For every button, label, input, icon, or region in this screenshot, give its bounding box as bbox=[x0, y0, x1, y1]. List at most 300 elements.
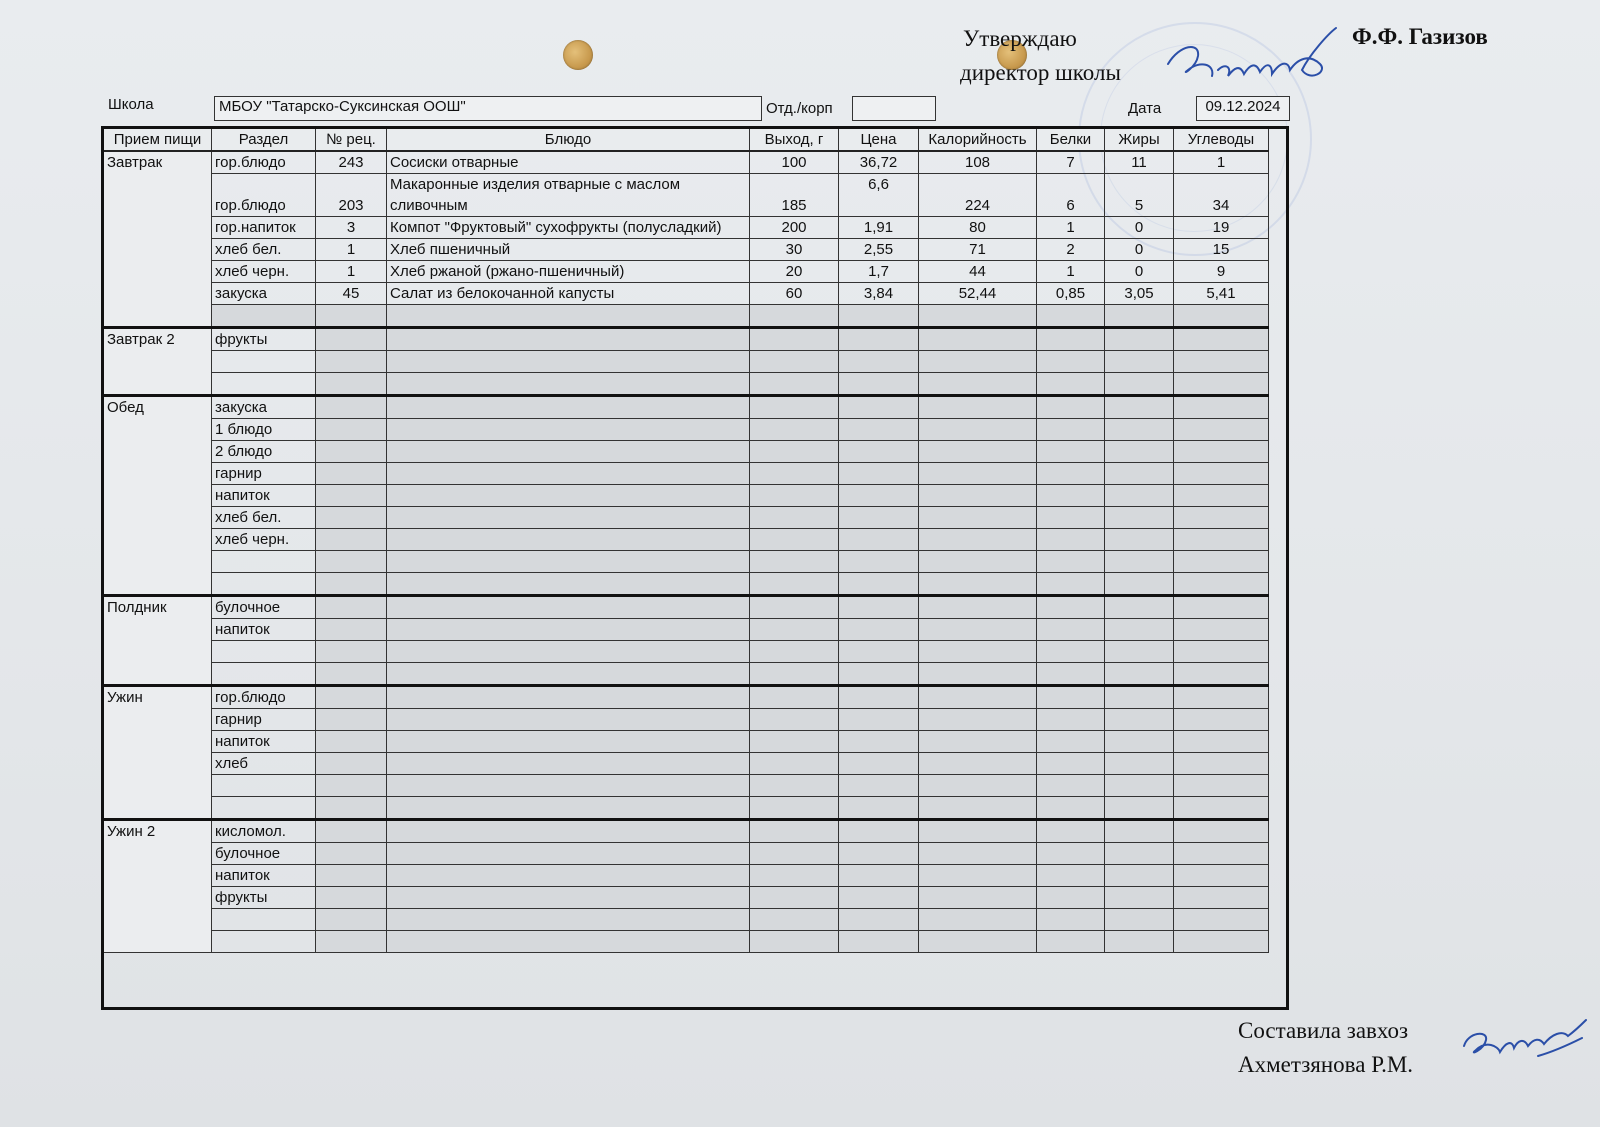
empty-cell bbox=[1105, 463, 1174, 485]
section-cell: булочное bbox=[212, 596, 316, 619]
price-cell: 36,72 bbox=[839, 151, 919, 174]
carbs-cell: 15 bbox=[1174, 239, 1269, 261]
empty-cell bbox=[387, 887, 750, 909]
carbs-cell: 5,41 bbox=[1174, 283, 1269, 305]
empty-cell bbox=[1105, 573, 1174, 596]
fat-cell: 0 bbox=[1105, 217, 1174, 239]
empty-cell bbox=[316, 573, 387, 596]
empty-cell bbox=[750, 441, 839, 463]
empty-cell bbox=[750, 731, 839, 753]
empty-cell bbox=[387, 373, 750, 396]
empty-cell bbox=[1174, 485, 1269, 507]
empty-cell bbox=[1105, 663, 1174, 686]
empty-cell bbox=[1105, 551, 1174, 573]
empty-cell bbox=[839, 909, 919, 931]
section-cell: закуска bbox=[212, 396, 316, 419]
empty-cell bbox=[750, 529, 839, 551]
section-cell bbox=[212, 931, 316, 953]
empty-cell bbox=[1037, 865, 1105, 887]
empty-cell bbox=[839, 463, 919, 485]
empty-cell bbox=[387, 485, 750, 507]
empty-cell bbox=[1174, 396, 1269, 419]
col-header-protein: Белки bbox=[1037, 129, 1105, 152]
empty-cell bbox=[387, 551, 750, 573]
empty-cell bbox=[316, 619, 387, 641]
dept-field[interactable] bbox=[852, 96, 936, 121]
empty-cell bbox=[1037, 396, 1105, 419]
empty-cell bbox=[1174, 820, 1269, 843]
empty-cell bbox=[316, 596, 387, 619]
col-header-fat: Жиры bbox=[1105, 129, 1174, 152]
empty-cell bbox=[1174, 463, 1269, 485]
empty-cell bbox=[839, 641, 919, 663]
empty-cell bbox=[1174, 686, 1269, 709]
empty-cell bbox=[750, 686, 839, 709]
section-cell bbox=[212, 373, 316, 396]
meal-name: Обед bbox=[104, 396, 212, 596]
section-cell: напиток bbox=[212, 865, 316, 887]
fat-cell: 5 bbox=[1105, 174, 1174, 217]
empty-cell bbox=[1174, 573, 1269, 596]
empty-cell bbox=[387, 797, 750, 820]
empty-cell bbox=[316, 396, 387, 419]
carbs-cell: 1 bbox=[1174, 151, 1269, 174]
director-name: Ф.Ф. Газизов bbox=[1352, 24, 1488, 49]
output-cell: 185 bbox=[750, 174, 839, 217]
empty-cell bbox=[316, 529, 387, 551]
empty-cell bbox=[1037, 909, 1105, 931]
empty-cell bbox=[919, 507, 1037, 529]
carbs-cell: 9 bbox=[1174, 261, 1269, 283]
empty-cell bbox=[316, 663, 387, 686]
empty-cell bbox=[839, 507, 919, 529]
section-cell: закуска bbox=[212, 283, 316, 305]
empty-cell bbox=[1174, 909, 1269, 931]
section-cell: фрукты bbox=[212, 328, 316, 351]
calories-cell: 108 bbox=[919, 151, 1037, 174]
empty-cell bbox=[316, 865, 387, 887]
table-row bbox=[104, 305, 1269, 328]
empty-cell bbox=[1105, 820, 1174, 843]
empty-cell bbox=[839, 686, 919, 709]
empty-cell bbox=[387, 596, 750, 619]
empty-cell bbox=[1174, 619, 1269, 641]
composer-title: Составила завхоз bbox=[1238, 1018, 1409, 1043]
empty-cell bbox=[316, 753, 387, 775]
dept-label: Отд./корп bbox=[766, 100, 833, 117]
empty-cell bbox=[387, 529, 750, 551]
table-row bbox=[104, 485, 1269, 507]
table-row bbox=[104, 909, 1269, 931]
section-cell: 1 блюдо bbox=[212, 419, 316, 441]
empty-cell bbox=[750, 909, 839, 931]
empty-cell bbox=[919, 485, 1037, 507]
dish-cell: Компот "Фруктовый" сухофрукты (полусладкий) bbox=[387, 217, 750, 239]
section-cell: 2 блюдо bbox=[212, 441, 316, 463]
carbs-cell: 34 bbox=[1174, 174, 1269, 217]
table-row bbox=[104, 396, 1269, 419]
recipe-cell: 1 bbox=[316, 261, 387, 283]
empty-cell bbox=[839, 820, 919, 843]
table-row bbox=[104, 775, 1269, 797]
empty-cell bbox=[316, 775, 387, 797]
empty-cell bbox=[750, 753, 839, 775]
empty-cell bbox=[387, 820, 750, 843]
meal-name: Ужин bbox=[104, 686, 212, 820]
calories-cell: 224 bbox=[919, 174, 1037, 217]
table-row bbox=[104, 441, 1269, 463]
empty-cell bbox=[919, 441, 1037, 463]
empty-cell bbox=[316, 485, 387, 507]
empty-cell bbox=[1037, 596, 1105, 619]
section-cell bbox=[212, 351, 316, 373]
empty-cell bbox=[750, 463, 839, 485]
empty-cell bbox=[316, 887, 387, 909]
table-row bbox=[104, 843, 1269, 865]
empty-cell bbox=[1174, 419, 1269, 441]
empty-cell bbox=[1037, 820, 1105, 843]
output-cell: 200 bbox=[750, 217, 839, 239]
empty-cell bbox=[1174, 843, 1269, 865]
empty-cell bbox=[387, 573, 750, 596]
empty-cell bbox=[919, 641, 1037, 663]
empty-cell bbox=[1105, 396, 1174, 419]
fat-cell: 11 bbox=[1105, 151, 1174, 174]
empty-cell bbox=[1174, 441, 1269, 463]
table-row bbox=[104, 261, 1269, 283]
empty-cell bbox=[919, 887, 1037, 909]
empty-cell bbox=[387, 351, 750, 373]
recipe-cell: 45 bbox=[316, 283, 387, 305]
section-cell: гарнир bbox=[212, 463, 316, 485]
date-field[interactable]: 09.12.2024 bbox=[1196, 96, 1290, 121]
table-row bbox=[104, 931, 1269, 953]
school-field[interactable]: МБОУ "Татарско-Суксинская ООШ" bbox=[214, 96, 762, 121]
empty-cell bbox=[919, 573, 1037, 596]
output-cell: 20 bbox=[750, 261, 839, 283]
empty-cell bbox=[750, 373, 839, 396]
empty-cell bbox=[839, 797, 919, 820]
empty-cell bbox=[750, 419, 839, 441]
section-cell: хлеб бел. bbox=[212, 239, 316, 261]
section-cell: гор.блюдо bbox=[212, 174, 316, 217]
empty-cell bbox=[1174, 529, 1269, 551]
table-header-row bbox=[104, 129, 1269, 152]
empty-cell bbox=[839, 596, 919, 619]
empty-cell bbox=[1037, 529, 1105, 551]
section-cell: хлеб бел. bbox=[212, 507, 316, 529]
empty-cell bbox=[1037, 328, 1105, 351]
empty-cell bbox=[1174, 797, 1269, 820]
empty-cell bbox=[750, 843, 839, 865]
table-row bbox=[104, 820, 1269, 843]
dish-cell: Макаронные изделия отварные с маслом сливочным bbox=[387, 174, 750, 217]
table-row bbox=[104, 596, 1269, 619]
empty-cell bbox=[839, 619, 919, 641]
empty-cell bbox=[1174, 865, 1269, 887]
empty-cell bbox=[387, 731, 750, 753]
fat-cell: 3,05 bbox=[1105, 283, 1174, 305]
empty-cell bbox=[1037, 463, 1105, 485]
empty-cell bbox=[839, 709, 919, 731]
protein-cell: 2 bbox=[1037, 239, 1105, 261]
empty-cell bbox=[1105, 753, 1174, 775]
table-row bbox=[104, 351, 1269, 373]
empty-cell bbox=[387, 753, 750, 775]
empty-cell bbox=[919, 709, 1037, 731]
col-header-carbs: Углеводы bbox=[1174, 129, 1269, 152]
section-cell: гор.блюдо bbox=[212, 151, 316, 174]
empty-cell bbox=[387, 709, 750, 731]
empty-cell bbox=[919, 596, 1037, 619]
empty-cell bbox=[387, 843, 750, 865]
empty-cell bbox=[316, 731, 387, 753]
empty-cell bbox=[1105, 775, 1174, 797]
empty-cell bbox=[1037, 731, 1105, 753]
price-cell: 1,91 bbox=[839, 217, 919, 239]
empty-cell bbox=[750, 573, 839, 596]
empty-cell bbox=[919, 820, 1037, 843]
empty-cell bbox=[919, 463, 1037, 485]
table-row bbox=[104, 686, 1269, 709]
table-row bbox=[104, 709, 1269, 731]
menu-table bbox=[103, 128, 1269, 953]
section-cell: кисломол. bbox=[212, 820, 316, 843]
empty-cell bbox=[750, 797, 839, 820]
empty-cell bbox=[316, 909, 387, 931]
empty-cell bbox=[316, 709, 387, 731]
section-cell: напиток bbox=[212, 619, 316, 641]
section-cell: гор.напиток bbox=[212, 217, 316, 239]
empty-cell bbox=[1037, 709, 1105, 731]
calories-cell: 80 bbox=[919, 217, 1037, 239]
empty-cell bbox=[316, 328, 387, 351]
col-header-meal: Прием пищи bbox=[104, 129, 212, 152]
empty-cell bbox=[1174, 641, 1269, 663]
empty-cell bbox=[1174, 709, 1269, 731]
empty-cell bbox=[839, 843, 919, 865]
empty-cell bbox=[387, 441, 750, 463]
table-row bbox=[104, 419, 1269, 441]
empty-cell bbox=[839, 887, 919, 909]
empty-cell bbox=[316, 931, 387, 953]
empty-cell bbox=[839, 485, 919, 507]
empty-cell bbox=[1105, 709, 1174, 731]
empty-cell bbox=[750, 485, 839, 507]
empty-cell bbox=[1037, 663, 1105, 686]
empty-cell bbox=[316, 441, 387, 463]
empty-cell bbox=[1037, 351, 1105, 373]
fat-cell: 0 bbox=[1105, 261, 1174, 283]
table-row bbox=[104, 507, 1269, 529]
empty-cell bbox=[839, 373, 919, 396]
empty-cell bbox=[919, 797, 1037, 820]
empty-cell bbox=[919, 775, 1037, 797]
empty-cell bbox=[1037, 419, 1105, 441]
empty-cell bbox=[316, 641, 387, 663]
empty-cell bbox=[1037, 373, 1105, 396]
empty-cell bbox=[839, 573, 919, 596]
empty-cell bbox=[387, 909, 750, 931]
empty-cell bbox=[1037, 641, 1105, 663]
empty-cell bbox=[839, 328, 919, 351]
table-row bbox=[104, 529, 1269, 551]
empty-cell bbox=[750, 351, 839, 373]
empty-cell bbox=[919, 663, 1037, 686]
table-row bbox=[104, 283, 1269, 305]
empty-cell bbox=[919, 931, 1037, 953]
table-row bbox=[104, 328, 1269, 351]
empty-cell bbox=[919, 351, 1037, 373]
table-row bbox=[104, 887, 1269, 909]
empty-cell bbox=[1037, 619, 1105, 641]
empty-cell bbox=[1105, 596, 1174, 619]
empty-cell bbox=[919, 686, 1037, 709]
fat-cell: 0 bbox=[1105, 239, 1174, 261]
section-cell bbox=[212, 909, 316, 931]
col-header-calories: Калорийность bbox=[919, 129, 1037, 152]
protein-cell: 1 bbox=[1037, 261, 1105, 283]
empty-cell bbox=[1037, 441, 1105, 463]
empty-cell bbox=[919, 909, 1037, 931]
empty-cell bbox=[1037, 573, 1105, 596]
empty-cell bbox=[1174, 328, 1269, 351]
empty-cell bbox=[1105, 351, 1174, 373]
carbs-cell: 19 bbox=[1174, 217, 1269, 239]
table-row bbox=[104, 573, 1269, 596]
col-header-price: Цена bbox=[839, 129, 919, 152]
empty-cell bbox=[316, 797, 387, 820]
meal-name: Завтрак 2 bbox=[104, 328, 212, 396]
empty-cell bbox=[919, 529, 1037, 551]
section-cell: гор.блюдо bbox=[212, 686, 316, 709]
dish-cell: Хлеб пшеничный bbox=[387, 239, 750, 261]
empty-cell bbox=[316, 373, 387, 396]
empty-cell bbox=[1037, 686, 1105, 709]
empty-cell bbox=[839, 865, 919, 887]
school-label: Школа bbox=[108, 96, 154, 113]
empty-cell bbox=[839, 419, 919, 441]
calories-cell: 52,44 bbox=[919, 283, 1037, 305]
empty-cell bbox=[1105, 373, 1174, 396]
section-cell bbox=[212, 797, 316, 820]
recipe-cell: 3 bbox=[316, 217, 387, 239]
empty-cell bbox=[919, 865, 1037, 887]
empty-cell bbox=[1174, 887, 1269, 909]
price-cell: 3,84 bbox=[839, 283, 919, 305]
section-cell: фрукты bbox=[212, 887, 316, 909]
table-row bbox=[104, 551, 1269, 573]
meal-groups bbox=[104, 328, 1269, 953]
col-header-output: Выход, г bbox=[750, 129, 839, 152]
empty-cell bbox=[750, 820, 839, 843]
section-cell bbox=[212, 641, 316, 663]
empty-cell bbox=[1105, 797, 1174, 820]
recipe-cell: 243 bbox=[316, 151, 387, 174]
table-row bbox=[104, 151, 1269, 174]
empty-cell bbox=[1105, 529, 1174, 551]
empty-cell bbox=[1105, 931, 1174, 953]
empty-cell bbox=[316, 507, 387, 529]
empty-cell bbox=[839, 351, 919, 373]
section-cell: хлеб черн. bbox=[212, 261, 316, 283]
empty-cell bbox=[919, 328, 1037, 351]
empty-cell bbox=[1174, 596, 1269, 619]
approval-title: Утверждаю bbox=[963, 26, 1077, 51]
empty-cell bbox=[750, 619, 839, 641]
section-cell: напиток bbox=[212, 485, 316, 507]
empty-cell bbox=[1105, 419, 1174, 441]
empty-cell bbox=[1037, 551, 1105, 573]
empty-cell bbox=[1037, 485, 1105, 507]
date-label: Дата bbox=[1128, 100, 1162, 117]
empty-cell bbox=[1174, 775, 1269, 797]
meal-name: Ужин 2 bbox=[104, 820, 212, 953]
empty-cell bbox=[750, 328, 839, 351]
col-header-recipe: № рец. bbox=[316, 129, 387, 152]
empty-cell bbox=[839, 931, 919, 953]
calories-cell: 71 bbox=[919, 239, 1037, 261]
empty-cell bbox=[839, 551, 919, 573]
protein-cell: 6 bbox=[1037, 174, 1105, 217]
meal-name: Полдник bbox=[104, 596, 212, 686]
empty-cell bbox=[919, 753, 1037, 775]
calories-cell: 44 bbox=[919, 261, 1037, 283]
empty-cell bbox=[839, 396, 919, 419]
empty-cell bbox=[387, 507, 750, 529]
table-row bbox=[104, 865, 1269, 887]
empty-cell bbox=[1174, 663, 1269, 686]
empty-cell bbox=[839, 663, 919, 686]
empty-cell bbox=[839, 731, 919, 753]
empty-cell bbox=[919, 419, 1037, 441]
table-row bbox=[104, 753, 1269, 775]
empty-cell bbox=[1037, 507, 1105, 529]
section-cell: хлеб bbox=[212, 753, 316, 775]
empty-cell bbox=[316, 351, 387, 373]
empty-cell bbox=[839, 441, 919, 463]
empty-cell bbox=[919, 731, 1037, 753]
empty-cell bbox=[919, 396, 1037, 419]
recipe-cell: 1 bbox=[316, 239, 387, 261]
director-signature bbox=[1160, 24, 1340, 94]
empty-cell bbox=[1105, 887, 1174, 909]
empty-cell bbox=[750, 507, 839, 529]
empty-cell bbox=[1105, 619, 1174, 641]
empty-cell bbox=[1174, 507, 1269, 529]
empty-cell bbox=[1105, 843, 1174, 865]
empty-cell bbox=[387, 619, 750, 641]
empty-cell bbox=[1105, 507, 1174, 529]
dish-cell: Хлеб ржаной (ржано-пшеничный) bbox=[387, 261, 750, 283]
empty-cell bbox=[1105, 441, 1174, 463]
empty-cell bbox=[1174, 753, 1269, 775]
protein-cell: 0,85 bbox=[1037, 283, 1105, 305]
empty-cell bbox=[316, 686, 387, 709]
approval-position: директор школы bbox=[960, 60, 1121, 85]
empty-cell bbox=[387, 775, 750, 797]
output-cell: 100 bbox=[750, 151, 839, 174]
section-cell bbox=[212, 551, 316, 573]
composer-signature bbox=[1458, 1016, 1588, 1066]
empty-cell bbox=[1105, 731, 1174, 753]
empty-cell bbox=[387, 865, 750, 887]
recipe-cell: 203 bbox=[316, 174, 387, 217]
empty-cell bbox=[919, 843, 1037, 865]
empty-cell bbox=[316, 843, 387, 865]
output-cell: 30 bbox=[750, 239, 839, 261]
col-header-dish: Блюдо bbox=[387, 129, 750, 152]
